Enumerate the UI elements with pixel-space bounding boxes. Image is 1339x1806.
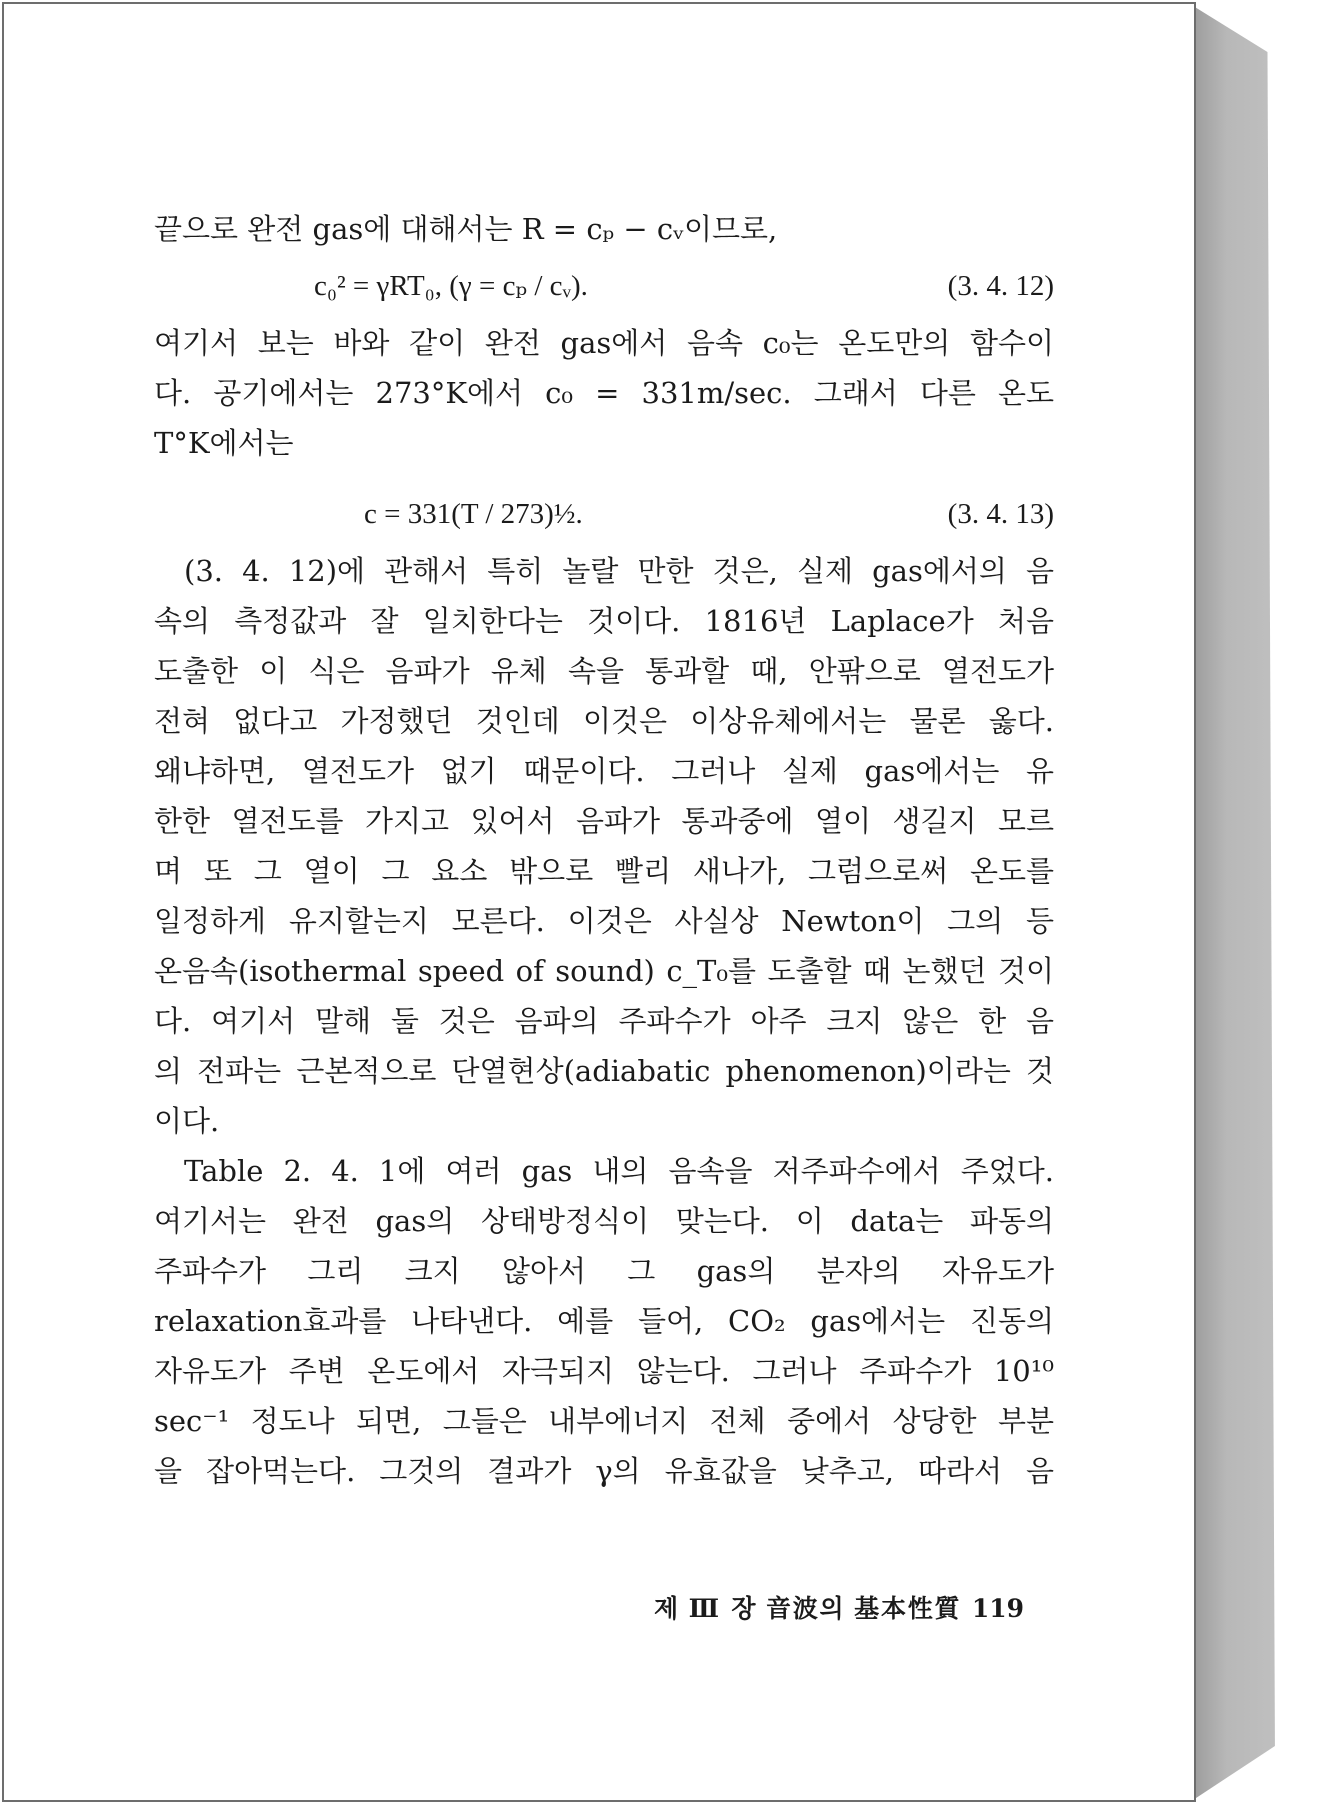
paragraph-2-line-2: 다. 공기에서는 273°K에서 c₀ = 331m/sec. 그래서 다른 온도	[154, 376, 1054, 410]
equation-number: (3. 4. 12)	[947, 270, 1054, 302]
equation-formula: c = 331(T / 273)½.	[364, 498, 583, 530]
paragraph-3-line: 속의 측정값과 잘 일치한다는 것이다. 1816년 Laplace가 처음	[154, 604, 1054, 638]
paragraph-3-line: 왜냐하면, 열전도가 없기 때문이다. 그러나 실제 gas에서는 유	[154, 754, 1054, 788]
paragraph-4-line: Table 2. 4. 1에 여러 gas 내의 음속을 저주파수에서 주었다.	[184, 1154, 1054, 1188]
book-side-edge	[1190, 0, 1339, 1806]
paragraph-4-line: 여기서는 완전 gas의 상태방정식이 맞는다. 이 data는 파동의	[154, 1204, 1054, 1238]
paragraph-2-line-1: 여기서 보는 바와 같이 완전 gas에서 음속 c₀는 온도만의 함수이	[154, 326, 1054, 360]
paragraph-4-line: sec⁻¹ 정도나 되면, 그들은 내부에너지 전체 중에서 상당한 부분	[154, 1404, 1054, 1438]
page-number: 119	[971, 1594, 1024, 1623]
equation-3-4-13	[154, 482, 1054, 546]
paragraph-4-line: relaxation효과를 나타낸다. 예를 들어, CO₂ gas에서는 진동의	[154, 1304, 1054, 1338]
equation-3-4-12	[154, 254, 1054, 318]
paragraph-4-line: 주파수가 그리 크지 않아서 그 gas의 분자의 자유도가	[154, 1254, 1054, 1288]
paragraph-3-line: 도출한 이 식은 음파가 유체 속을 통과할 때, 안팎으로 열전도가	[154, 654, 1054, 688]
paragraph-4-line: 자유도가 주변 온도에서 자극되지 않는다. 그러나 주파수가 10¹⁰	[154, 1354, 1054, 1388]
paragraph-3-line: 일정하게 유지할는지 모른다. 이것은 사실상 Newton이 그의 등	[154, 904, 1054, 938]
running-head: 제 Ⅲ 장 音波의 基本性質	[654, 1594, 962, 1623]
paragraph-1-line-1: 끝으로 완전 gas에 대해서는 R = cₚ − cᵥ이므로,	[154, 212, 778, 246]
paragraph-3-line: 다. 여기서 말해 둘 것은 음파의 주파수가 아주 크지 않은 한 음	[154, 1004, 1054, 1038]
paragraph-3-line: 이다.	[154, 1104, 220, 1138]
page-footer	[654, 1589, 1024, 1625]
paragraph-4-line: 을 잡아먹는다. 그것의 결과가 γ의 유효값을 낮추고, 따라서 음	[154, 1454, 1054, 1488]
paragraph-3-line: 의 전파는 근본적으로 단열현상(adiabatic phenomenon)이라는 것	[154, 1054, 1054, 1088]
paragraph-3-line: 온음속(isothermal speed of sound) c_T₀를 도출할 때 논했던 것이	[154, 954, 1054, 988]
paragraph-3-line: 한한 열전도를 가지고 있어서 음파가 통과중에 열이 생길지 모르	[154, 804, 1054, 838]
paragraph-2-line-3: T°K에서는	[154, 426, 294, 460]
paragraph-3-line: 전혀 없다고 가정했던 것인데 이것은 이상유체에서는 물론 옳다.	[154, 704, 1054, 738]
paragraph-3-line: 며 또 그 열이 그 요소 밖으로 빨리 새나가, 그럼으로써 온도를	[154, 854, 1054, 888]
book-page	[2, 2, 1196, 1802]
page-body	[154, 204, 1054, 1496]
equation-formula: c₀² = γRT₀, (γ = cₚ / cᵥ).	[314, 270, 588, 302]
paragraph-3-line: (3. 4. 12)에 관해서 특히 놀랄 만한 것은, 실제 gas에서의 음	[184, 554, 1054, 588]
equation-number: (3. 4. 13)	[947, 498, 1054, 530]
